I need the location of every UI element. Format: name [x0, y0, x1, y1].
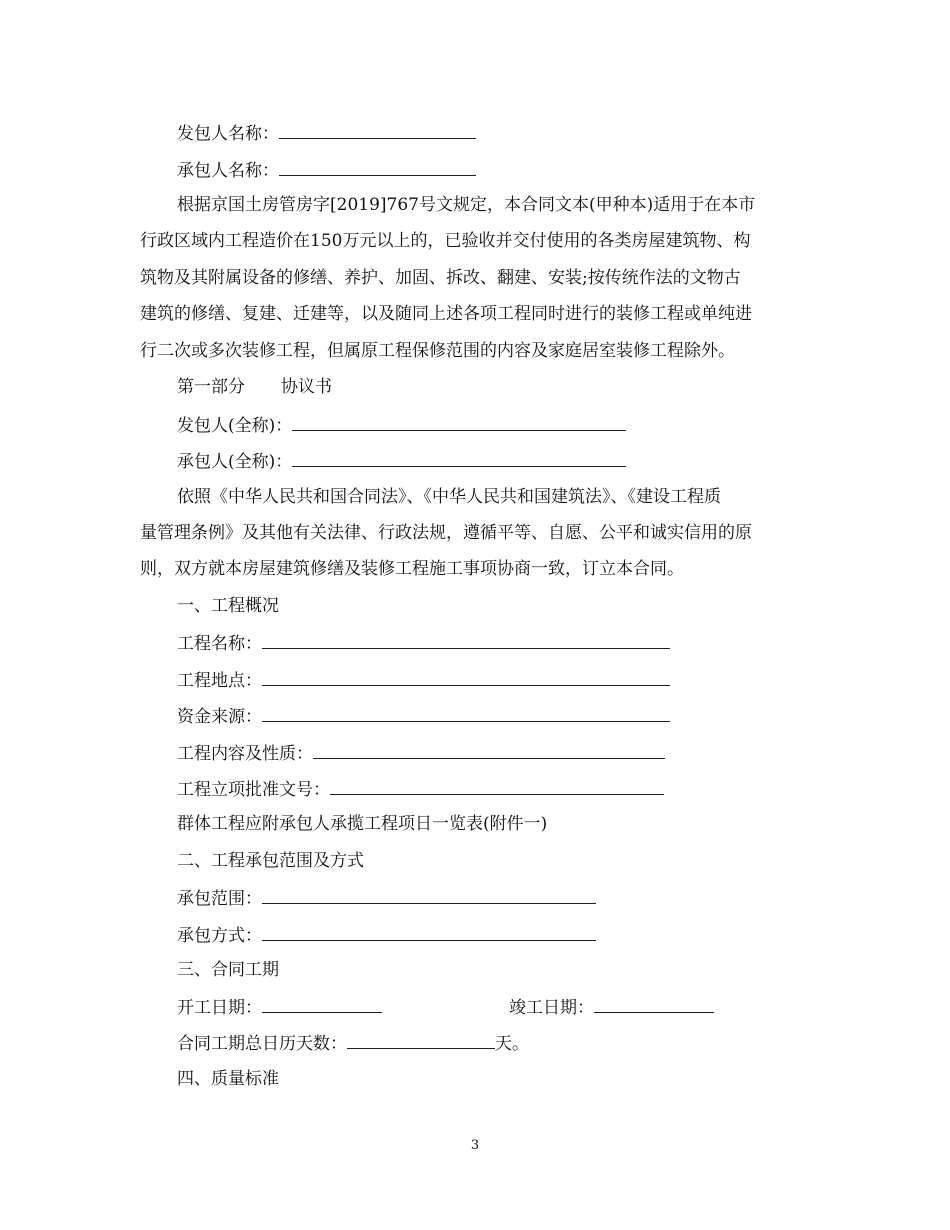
employer-full-row [177, 413, 626, 435]
employer-full-blank[interactable] [292, 413, 626, 431]
project-location-blank[interactable] [262, 668, 670, 686]
contract-scope-blank[interactable] [262, 886, 596, 904]
section3-heading: 三、合同工期 [177, 960, 279, 980]
total-days-row [177, 1031, 529, 1053]
end-date-blank[interactable] [594, 995, 714, 1013]
funding-source-label: 资金来源： [177, 707, 262, 727]
part-one-heading [177, 376, 332, 398]
project-content-row [177, 741, 665, 763]
intro-paragraph-line-5: 行二次或多次装修工程，但属原工程保修范围的内容及家庭居室装修工程除外。 [140, 341, 735, 361]
contract-scope-row [177, 886, 596, 908]
days-unit: 天。 [495, 1034, 529, 1054]
employer-name-label: 发包人名称： [177, 124, 279, 144]
section4-heading: 四、质量标准 [177, 1069, 279, 1089]
contract-method-blank[interactable] [262, 923, 596, 941]
legal-basis-line-1: 依照《中华人民共和国合同法》、《中华人民共和国建筑法》、《建设工程质 [177, 487, 721, 507]
project-name-blank[interactable] [262, 631, 670, 649]
contract-scope-label: 承包范围： [177, 889, 262, 909]
end-date-row [509, 995, 714, 1017]
approval-number-label: 工程立项批准文号： [177, 780, 330, 800]
employer-name-row [177, 121, 476, 143]
start-date-label: 开工日期： [177, 998, 262, 1018]
approval-number-blank[interactable] [330, 777, 664, 795]
intro-paragraph-line-2: 行政区域内工程造价在150万元以上的，已验收并交付使用的各类房屋建筑物、构 [140, 231, 751, 251]
contractor-name-row [177, 158, 476, 180]
employer-full-label: 发包人(全称)： [177, 416, 293, 436]
contractor-full-label: 承包人(全称)： [177, 452, 293, 472]
approval-number-row [177, 777, 664, 799]
part-one-label: 第一部分 [177, 377, 245, 397]
intro-paragraph-line-1: 根据京国土房管房字[2019]767号文规定，本合同文本(甲种本)适用于在本市 [177, 195, 756, 215]
total-days-blank[interactable] [347, 1031, 495, 1049]
contractor-name-blank[interactable] [279, 158, 476, 176]
funding-source-blank[interactable] [262, 704, 670, 722]
funding-source-row [177, 704, 670, 726]
contractor-name-label: 承包人名称： [177, 161, 279, 181]
start-date-row [177, 995, 382, 1017]
project-name-label: 工程名称： [177, 634, 262, 654]
employer-name-blank[interactable] [279, 121, 476, 139]
section1-heading: 一、工程概况 [177, 596, 279, 616]
contractor-full-row [177, 449, 626, 471]
contract-method-label: 承包方式： [177, 926, 262, 946]
group-project-note: 群体工程应附承包人承揽工程项日一览表(附件一) [177, 814, 548, 834]
part-one-title: 协议书 [281, 377, 332, 397]
intro-paragraph-line-3: 筑物及其附属设备的修缮、养护、加固、拆改、翻建、安装;按传统作法的文物古 [140, 268, 741, 288]
section2-heading: 二、工程承包范围及方式 [177, 851, 364, 871]
project-content-label: 工程内容及性质： [177, 744, 313, 764]
intro-paragraph-line-4: 建筑的修缮、复建、迁建等，以及随同上述各项工程同时进行的装修工程或单纯进 [140, 304, 752, 324]
end-date-label: 竣工日期： [509, 998, 594, 1018]
page-number: 3 [470, 1138, 480, 1153]
start-date-blank[interactable] [262, 995, 382, 1013]
project-location-row [177, 668, 670, 690]
contract-method-row [177, 923, 596, 945]
contractor-full-blank[interactable] [292, 449, 626, 467]
project-content-blank[interactable] [313, 741, 665, 759]
legal-basis-line-2: 量管理条例》及其他有关法律、行政法规，遵循平等、自愿、公平和诚实信用的原 [140, 523, 752, 543]
project-location-label: 工程地点： [177, 671, 262, 691]
legal-basis-line-3: 则，双方就本房屋建筑修缮及装修工程施工事项协商一致，订立本合同。 [140, 559, 684, 579]
project-name-row [177, 631, 670, 653]
total-days-label: 合同工期总日历天数： [177, 1034, 347, 1054]
